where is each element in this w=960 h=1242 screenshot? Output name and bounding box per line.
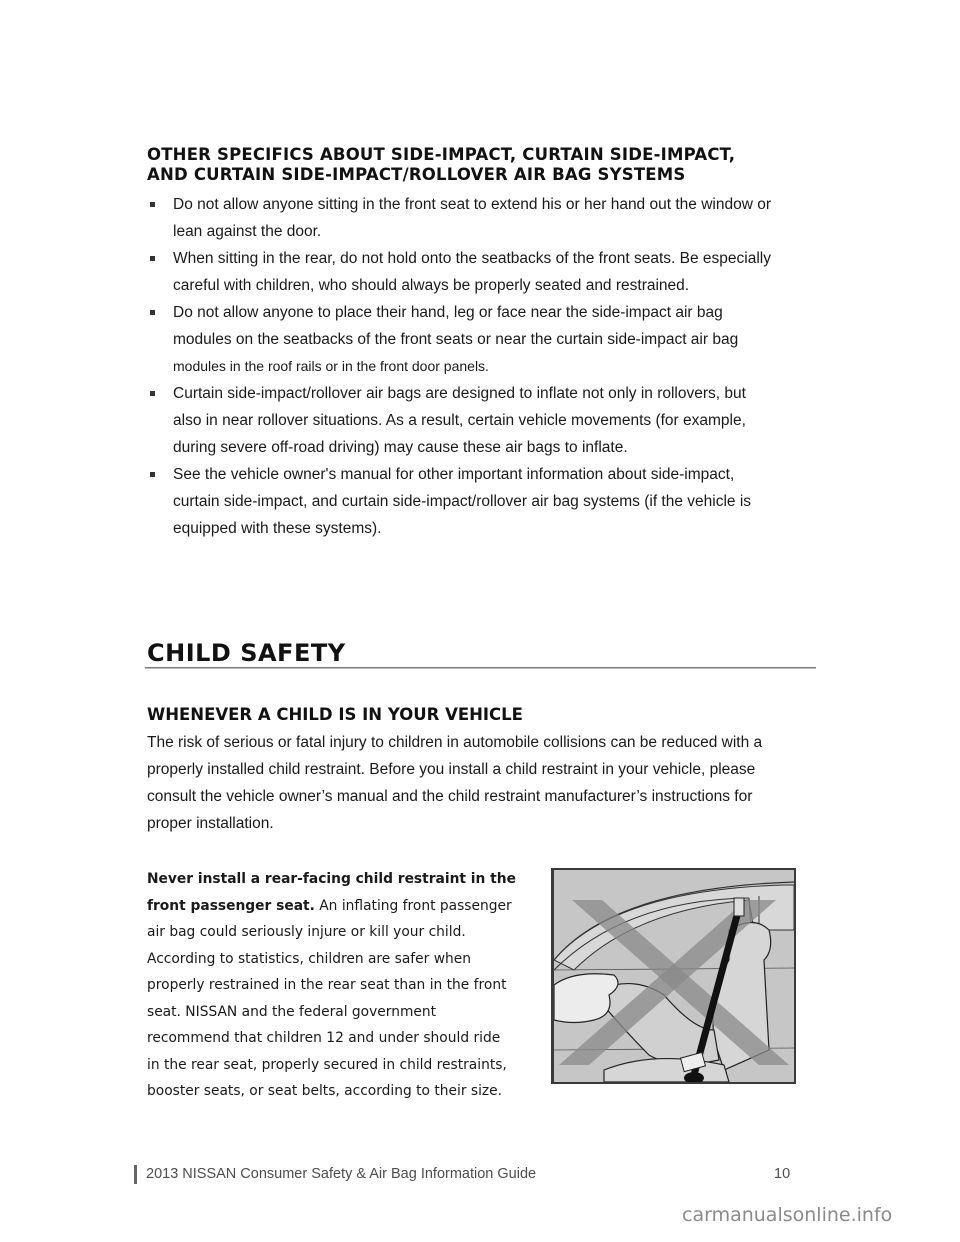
bullet-square-icon <box>150 256 155 261</box>
bullet-line: lean against the door. <box>173 223 322 240</box>
paragraph-line: proper installation. <box>147 815 274 832</box>
bullet-line: modules on the seatbacks of the front seats or near the curtain side-impact air bag <box>173 331 739 348</box>
bullet-line: curtain side-impact, and curtain side-impact/rollover air bag systems (if the vehicle is <box>173 493 752 510</box>
bullet-line: Curtain side-impact/rollover air bags are designed to inflate not only in rollovers, but <box>173 385 746 402</box>
subheading-child-in-vehicle: WHENEVER A CHILD IS IN YOUR VEHICLE <box>147 705 523 724</box>
bullet-line: careful with children, who should always be properly seated and restrained. <box>173 277 690 294</box>
heading-line: AND CURTAIN SIDE-IMPACT/ROLLOVER AIR BAG SYSTEMS <box>147 165 686 184</box>
bullet-square-icon <box>150 391 155 396</box>
section-heading-side-impact <box>147 145 827 185</box>
child-seat-crossed-out-icon <box>554 870 794 1082</box>
paragraph-line: air bag could seriously injure or kill your child. <box>147 924 466 940</box>
paragraph-line: According to statistics, children are safer when <box>147 950 471 967</box>
rear-facing-seat-prohibited-illustration <box>551 868 796 1084</box>
bullet-line: during severe off-road driving) may cause these air bags to inflate. <box>173 439 628 456</box>
bullet-line: Do not allow anyone to place their hand, leg or face near the side-impact air bag <box>173 304 723 321</box>
bullet-square-icon <box>150 472 155 477</box>
page-number: 10 <box>774 1166 791 1182</box>
intro-paragraph <box>147 729 827 837</box>
bullet-item <box>147 245 837 299</box>
section-title-child-safety: CHILD SAFETY <box>147 639 346 667</box>
paragraph-line: seat. NISSAN and the federal government <box>147 1003 437 1020</box>
bullet-item <box>147 299 837 380</box>
bullet-line: modules in the roof rails or in the front door panels. <box>173 358 489 374</box>
side-impact-bullet-list <box>147 191 837 542</box>
heading-line: OTHER SPECIFICS ABOUT SIDE-IMPACT, CURTAIN SIDE-IMPACT, <box>147 145 736 164</box>
footer-guide-title: 2013 NISSAN Consumer Safety & Air Bag Information Guide <box>146 1166 537 1182</box>
bullet-item <box>147 191 837 245</box>
paragraph-text: An inflating front passenger <box>314 897 512 914</box>
paragraph-line: properly installed child restraint. Before you install a child restraint in your vehicle, please <box>147 761 756 778</box>
rear-facing-warning-paragraph <box>147 866 532 1105</box>
bullet-line: equipped with these systems). <box>173 520 382 537</box>
footer-accent-bar <box>134 1165 137 1184</box>
bullet-line: When sitting in the rear, do not hold onto the seatbacks of the front seats. Be especially <box>173 250 771 267</box>
bullet-item <box>147 380 837 461</box>
bullet-line: Do not allow anyone sitting in the front seat to extend his or her hand out the window or <box>173 196 771 213</box>
section-divider <box>145 667 816 669</box>
paragraph-line: booster seats, or seat belts, according to their size. <box>147 1083 503 1099</box>
watermark: carmanualsonline.info <box>682 1204 893 1226</box>
paragraph-line: in the rear seat, properly secured in child restraints, <box>147 1056 507 1073</box>
warning-bold-text: front passenger seat. <box>147 897 315 914</box>
paragraph-line: properly restrained in the rear seat than in the front <box>147 977 507 993</box>
bullet-line: See the vehicle owner's manual for other important information about side-impact, <box>173 466 735 483</box>
bullet-square-icon <box>150 310 155 315</box>
paragraph-line: recommend that children 12 and under should ride <box>147 1030 501 1046</box>
bullet-item <box>147 461 837 542</box>
paragraph-line: consult the vehicle owner’s manual and the child restraint manufacturer’s instructions for <box>147 788 753 805</box>
bullet-line: also in near rollover situations. As a result, certain vehicle movements (for example, <box>173 412 746 429</box>
paragraph-line: The risk of serious or fatal injury to children in automobile collisions can be reduced with a <box>147 734 763 751</box>
warning-bold-text: Never install a rear-facing child restraint in the <box>147 871 516 887</box>
bullet-square-icon <box>150 202 155 207</box>
